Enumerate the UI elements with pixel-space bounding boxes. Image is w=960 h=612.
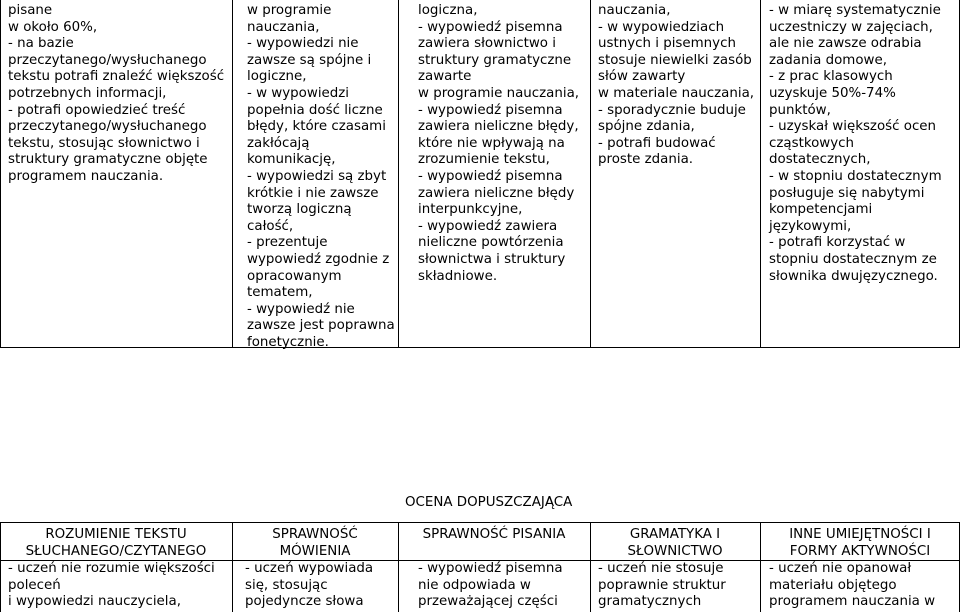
text-line: spójne zdania, (598, 119, 695, 135)
text-line: struktury gramatyczne objęte (8, 152, 208, 168)
text-line: posługuje się nabytymi (769, 185, 925, 201)
text-line: krótkie i nie zawsze (247, 185, 379, 201)
text-line: logiczna, (418, 3, 478, 18)
text-line: - w wypowiedzi (247, 85, 350, 101)
text-line: - potrafi opowiedzieć treść (8, 102, 186, 118)
text-line: - z prac klasowych (769, 69, 893, 85)
top-cell-reading-comprehension (8, 3, 230, 186)
text-line: zawiera słownictwo i (418, 36, 556, 52)
header-other-skills (760, 527, 960, 560)
text-line: - prezentuje (247, 235, 328, 251)
text-line: przeważającej części (418, 594, 558, 610)
text-line: GRAMATYKA I (629, 527, 721, 542)
text-line: dostatecznych, (769, 152, 871, 168)
text-line: w materiale nauczania, (598, 85, 755, 101)
top-table-bottom-border (0, 347, 960, 348)
text-line: tekstu potrafi znaleźć większość (8, 69, 225, 85)
text-line: językowymi, (769, 218, 852, 234)
text-line: popełnia dość liczne (247, 102, 383, 118)
text-line: zawiera nieliczne błędy (418, 185, 575, 201)
text-line: SŁOWNICTWO (627, 543, 723, 559)
text-line: kompetencjami (769, 202, 873, 218)
top-table-divider-3 (590, 0, 591, 348)
text-line: słownika dwujęzycznego. (769, 268, 938, 284)
text-line: słów zawarty (598, 69, 686, 85)
text-line: poleceń (8, 577, 61, 593)
section-title: OCENA DOPUSZCZAJĄCA (405, 495, 573, 510)
bottom-cell-other-skills (769, 561, 959, 611)
text-line: - wypowiedzi nie (247, 36, 359, 52)
top-table-left-border (0, 0, 1, 348)
text-line: - w stopniu dostatecznym (769, 168, 942, 184)
text-line: - wypowiedź nie (247, 301, 355, 317)
text-line: ROZUMIENIE TEKSTU (45, 527, 187, 542)
text-line: przeczytanego/wysłuchanego (8, 52, 207, 68)
bottom-cell-reading-comprehension (8, 561, 230, 611)
text-line: zrozumienie tekstu, (418, 152, 550, 168)
header-reading-comprehension (0, 527, 232, 560)
bottom-cell-grammar (598, 561, 760, 611)
text-line: proste zdania. (598, 152, 694, 168)
text-line: interpunkcyjne, (418, 202, 523, 218)
text-line: SPRAWNOŚĆ (272, 527, 358, 542)
bottom-table-top-border (0, 522, 960, 523)
text-line: tworzą logiczną (247, 202, 352, 218)
text-line: zawsze jest poprawna (247, 318, 395, 334)
text-line: ale nie zawsze odrabia (769, 36, 922, 52)
text-line: - potrafi budować (598, 135, 716, 151)
bottom-cell-writing (418, 561, 590, 611)
text-line: składniowe. (418, 268, 498, 284)
text-line: nauczania, (598, 3, 671, 18)
text-line: gramatycznych (598, 594, 702, 610)
text-line: w programie nauczania, (418, 85, 580, 101)
text-line: tematem, (247, 285, 313, 301)
header-grammar (590, 527, 760, 560)
text-line: MÓWIENIA (279, 543, 351, 559)
text-line: cząstkowych (769, 135, 855, 151)
text-line: - w miarę systematycznie (769, 3, 941, 18)
text-line: - uczeń nie stosuje (598, 561, 724, 576)
text-line: - wypowiedź zawiera (418, 218, 558, 234)
text-line: słownictwa i struktury (418, 251, 566, 267)
text-line: potrzebnych informacji, (8, 85, 167, 101)
text-line: zadania domowe, (769, 52, 887, 68)
text-line: stopniu dostatecznym ze (769, 251, 937, 267)
text-line: - na bazie (8, 36, 74, 52)
text-line: w programie (247, 3, 332, 18)
text-line: i wypowiedzi nauczyciela, (8, 594, 181, 610)
text-line: błędy, które czasami (247, 119, 386, 135)
text-line: - wypowiedź pisemna (418, 168, 563, 184)
text-line: fonetycznie. (247, 334, 329, 350)
text-line: uzyskuje 50%-74% (769, 85, 896, 101)
text-line: które nie wpływają na (418, 135, 565, 151)
text-line: - wypowiedź pisemna (418, 19, 563, 35)
text-line: - wypowiedź pisemna (418, 561, 563, 576)
top-cell-grammar (598, 3, 760, 169)
top-cell-other-skills (769, 3, 959, 285)
text-line: nieliczne powtórzenia (418, 235, 564, 251)
text-line: - uczeń nie rozumie większości (8, 561, 215, 576)
top-cell-writing (418, 3, 590, 285)
text-line: tekstu, stosując słownictwo i (8, 135, 200, 151)
text-line: - uczeń wypowiada (245, 561, 374, 576)
text-line: całość, (247, 218, 294, 234)
text-line: stosuje niewielki zasób (598, 52, 752, 68)
text-line: poprawnie struktur (598, 577, 726, 593)
bottom-cell-speaking (245, 561, 395, 611)
text-line: zawarte (418, 69, 472, 85)
text-line: komunikację, (247, 152, 336, 168)
text-line: przeczytanego/wysłuchanego (8, 119, 207, 135)
text-line: wypowiedź zgodnie z (247, 251, 390, 267)
text-line: nie odpowiada w (418, 577, 531, 593)
text-line: - sporadycznie buduje (598, 102, 746, 118)
top-table-divider-2 (398, 0, 399, 348)
text-line: - potrafi korzystać w (769, 235, 906, 251)
text-line: punktów, (769, 102, 831, 118)
top-table-divider-4 (760, 0, 761, 348)
text-line: - wypowiedzi są zbyt (247, 168, 387, 184)
text-line: nauczania, (247, 19, 320, 35)
top-table-divider-1 (232, 0, 233, 348)
text-line: się, stosując (245, 577, 328, 593)
text-line: w około 60%, (8, 19, 98, 35)
text-line: zawsze są spójne i (247, 52, 372, 68)
text-line: pojedyncze słowa (245, 594, 364, 610)
text-line: pisane (8, 3, 53, 18)
text-line: SŁUCHANEGO/CZYTANEGO (25, 543, 207, 559)
text-line: ustnych i pisemnych (598, 36, 736, 52)
text-line: uczestniczy w zajęciach, (769, 19, 933, 35)
header-speaking (232, 527, 398, 560)
text-line: zawiera nieliczne błędy, (418, 119, 579, 135)
text-line: - w wypowiedziach (598, 19, 725, 35)
text-line: struktury gramatyczne (418, 52, 572, 68)
text-line: SPRAWNOŚĆ PISANIA (422, 527, 566, 542)
text-line: - wypowiedź pisemna (418, 102, 563, 118)
text-line: FORMY AKTYWNOŚCI (789, 543, 931, 559)
text-line: - uczeń nie opanował (769, 561, 912, 576)
text-line: zakłócają (247, 135, 310, 151)
top-cell-speaking (247, 3, 397, 351)
text-line: INNE UMIEJĘTNOŚCI I (789, 527, 931, 542)
header-writing (398, 527, 590, 544)
text-line: programem nauczania. (8, 168, 164, 184)
text-line: programem nauczania w (769, 594, 936, 610)
text-line: opracowanym (247, 268, 342, 284)
text-line: logiczne, (247, 69, 307, 85)
text-line: materiału objętego (769, 577, 897, 593)
text-line: - uzyskał większość ocen (769, 119, 937, 135)
